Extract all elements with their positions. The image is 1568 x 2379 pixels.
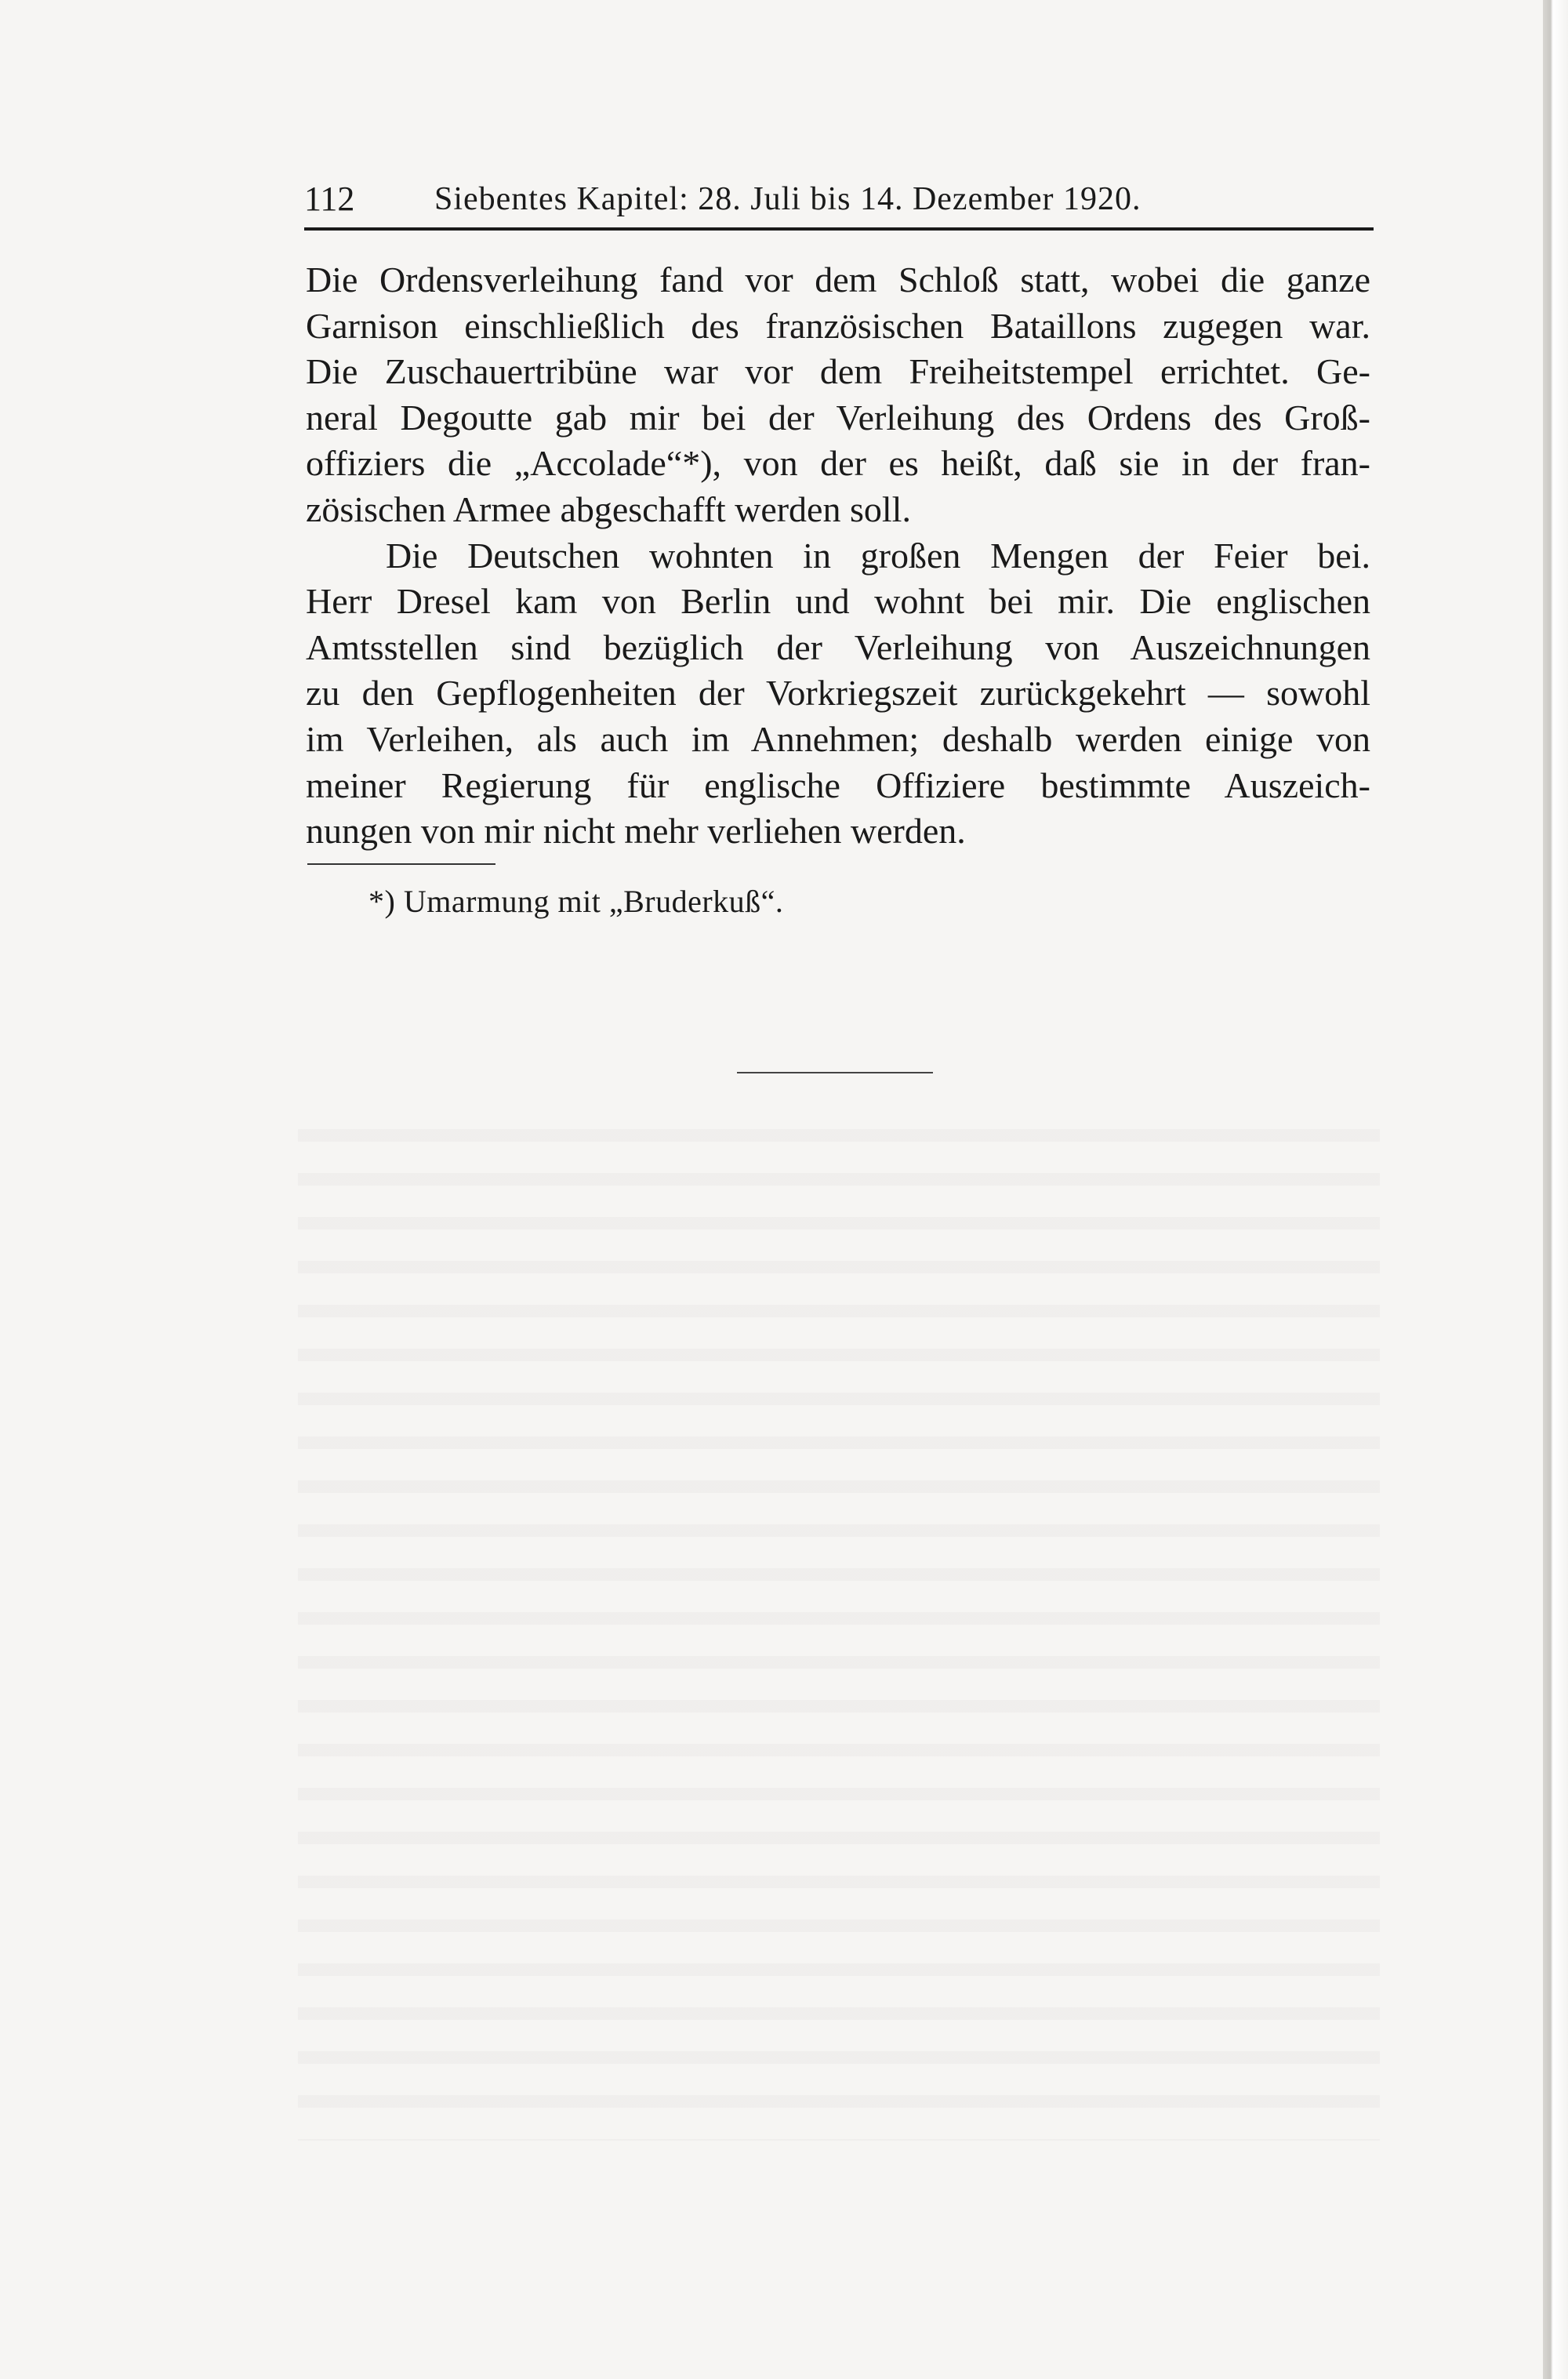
text-line: offiziers die „Accolade“*), von der es heißt, daß sie in der fran-	[306, 443, 1370, 484]
page-edge	[1543, 0, 1568, 2379]
text-line: Die Ordensverleihung fand vor dem Schloß statt, wobei die ganze	[306, 260, 1370, 300]
text-line: Amtsstellen sind bezüglich der Verleihung von Auszeichnungen	[306, 627, 1370, 667]
text-line: Garnison einschließlich des französischen Bataillons zugegen war.	[306, 305, 1370, 346]
show-through-background	[298, 1098, 1380, 2141]
text-line: meiner Regierung für englische Offiziere bestimmte Auszeich-	[306, 765, 1370, 805]
running-title: Siebentes Kapitel: 28. Juli bis 14. Dezember 1920.	[434, 181, 1142, 217]
text-line: zösischen Armee abgeschafft werden soll.	[306, 489, 911, 529]
text-line: Die Deutschen wohnten in großen Mengen der Feier bei.	[386, 535, 1370, 576]
text-line: nungen von mir nicht mehr verliehen werden.	[306, 811, 966, 852]
header-rule	[304, 227, 1374, 231]
text-line: neral Degoutte gab mir bei der Verleihung des Ordens des Groß-	[306, 397, 1370, 438]
section-end-rule	[737, 1072, 933, 1073]
page-number: 112	[304, 180, 355, 218]
footnote-rule	[307, 863, 495, 865]
text-line: Die Zuschauertribüne war vor dem Freiheitstempel errichtet. Ge-	[306, 351, 1370, 392]
footnote: *) Umarmung mit „Bruderkuß“.	[368, 884, 784, 919]
text-line: Herr Dresel kam von Berlin und wohnt bei mir. Die englischen	[306, 581, 1370, 622]
text-line: zu den Gepflogenheiten der Vorkriegszeit zurückgekehrt — sowohl	[306, 673, 1370, 714]
text-line: im Verleihen, als auch im Annehmen; deshalb werden einige von	[306, 718, 1370, 759]
body-text	[306, 257, 1370, 855]
running-header	[304, 174, 1374, 224]
